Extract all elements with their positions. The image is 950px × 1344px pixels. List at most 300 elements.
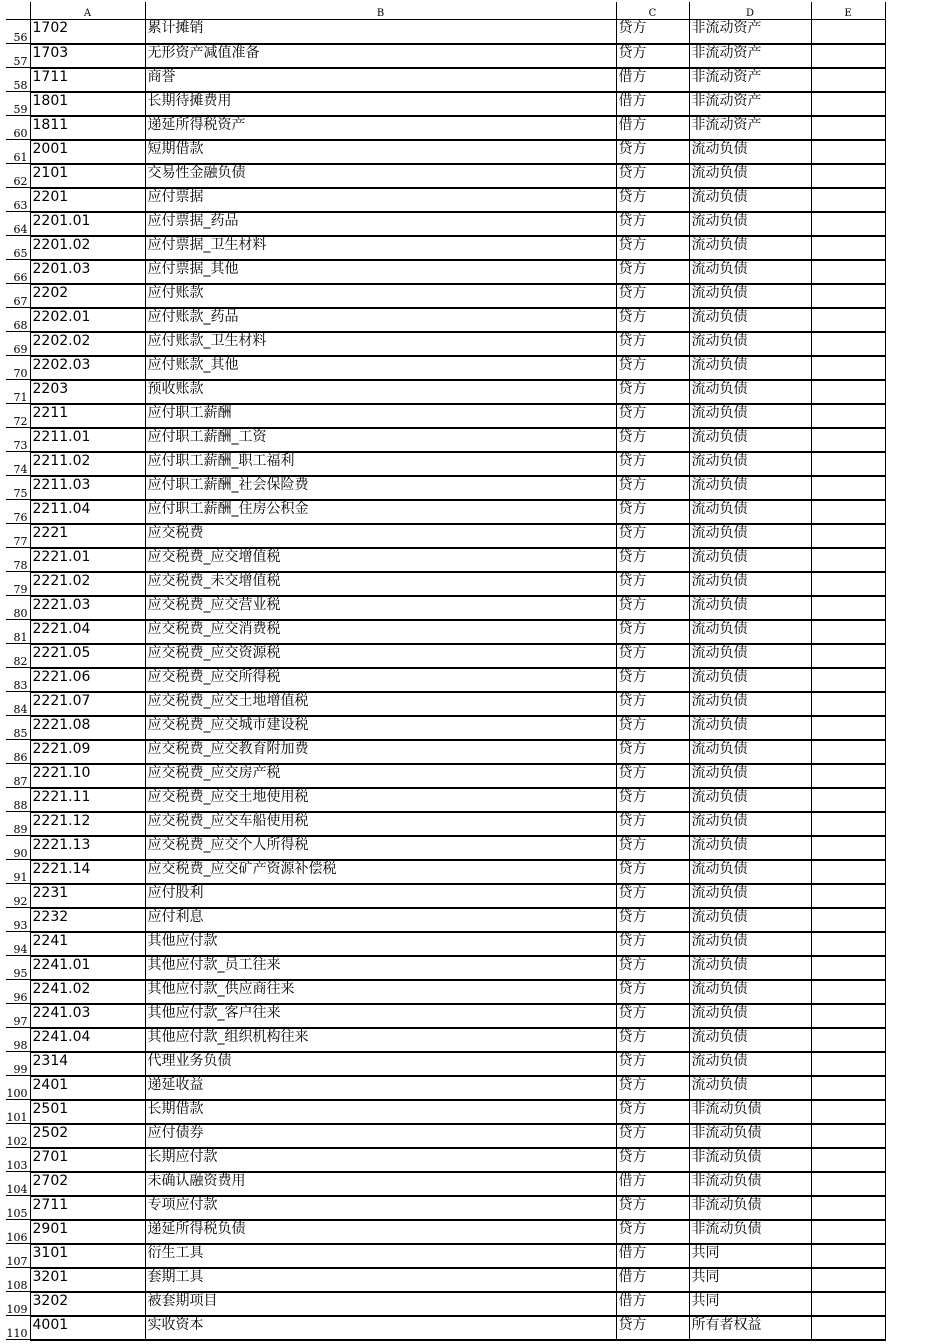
empty-cell[interactable] [811, 212, 885, 236]
account-category-cell[interactable]: 流动负债 [689, 524, 811, 548]
empty-cell[interactable] [811, 116, 885, 140]
balance-direction-cell[interactable]: 贷方 [616, 140, 689, 164]
empty-cell[interactable] [811, 932, 885, 956]
row-number[interactable]: 105 [6, 1196, 30, 1220]
balance-direction-cell[interactable]: 贷方 [616, 500, 689, 524]
row-number[interactable]: 107 [6, 1244, 30, 1268]
empty-cell[interactable] [811, 332, 885, 356]
account-category-cell[interactable]: 流动负债 [689, 452, 811, 476]
account-code-cell[interactable]: 1703 [30, 44, 145, 68]
row-number[interactable]: 88 [6, 788, 30, 812]
account-name-cell[interactable]: 应付职工薪酬 [145, 404, 616, 428]
account-name-cell[interactable]: 套期工具 [145, 1268, 616, 1292]
account-category-cell[interactable]: 流动负债 [689, 500, 811, 524]
column-header-e[interactable]: E [811, 2, 885, 20]
account-name-cell[interactable]: 应交税费_应交车船使用税 [145, 812, 616, 836]
empty-cell[interactable] [811, 740, 885, 764]
account-category-cell[interactable]: 流动负债 [689, 140, 811, 164]
account-name-cell[interactable]: 应付账款_卫生材料 [145, 332, 616, 356]
account-name-cell[interactable]: 其他应付款_组织机构往来 [145, 1028, 616, 1052]
account-name-cell[interactable]: 应交税费_应交房产税 [145, 764, 616, 788]
account-name-cell[interactable]: 应付票据_药品 [145, 212, 616, 236]
empty-cell[interactable] [811, 764, 885, 788]
balance-direction-cell[interactable]: 借方 [616, 1292, 689, 1316]
balance-direction-cell[interactable]: 贷方 [616, 428, 689, 452]
row-number[interactable]: 73 [6, 428, 30, 452]
row-number[interactable]: 83 [6, 668, 30, 692]
empty-cell[interactable] [811, 1052, 885, 1076]
row-number[interactable]: 99 [6, 1052, 30, 1076]
row-number[interactable]: 86 [6, 740, 30, 764]
account-code-cell[interactable]: 2221.05 [30, 644, 145, 668]
account-category-cell[interactable]: 流动负债 [689, 572, 811, 596]
empty-cell[interactable] [811, 596, 885, 620]
account-code-cell[interactable]: 2241.03 [30, 1004, 145, 1028]
balance-direction-cell[interactable]: 贷方 [616, 1220, 689, 1244]
account-code-cell[interactable]: 2701 [30, 1148, 145, 1172]
balance-direction-cell[interactable]: 贷方 [616, 1076, 689, 1100]
empty-cell[interactable] [811, 188, 885, 212]
row-number[interactable]: 103 [6, 1148, 30, 1172]
account-category-cell[interactable]: 流动负债 [689, 356, 811, 380]
account-code-cell[interactable]: 2201.01 [30, 212, 145, 236]
account-code-cell[interactable]: 2221.02 [30, 572, 145, 596]
account-code-cell[interactable]: 3202 [30, 1292, 145, 1316]
empty-cell[interactable] [811, 836, 885, 860]
empty-cell[interactable] [811, 1292, 885, 1316]
account-code-cell[interactable]: 1801 [30, 92, 145, 116]
account-code-cell[interactable]: 2211.01 [30, 428, 145, 452]
account-name-cell[interactable]: 未确认融资费用 [145, 1172, 616, 1196]
row-number[interactable]: 66 [6, 260, 30, 284]
row-number[interactable]: 79 [6, 572, 30, 596]
account-name-cell[interactable]: 应交税费_应交增值税 [145, 548, 616, 572]
row-number[interactable]: 80 [6, 596, 30, 620]
empty-cell[interactable] [811, 92, 885, 116]
account-category-cell[interactable]: 流动负债 [689, 956, 811, 980]
row-number[interactable]: 109 [6, 1292, 30, 1316]
account-name-cell[interactable]: 应付股利 [145, 884, 616, 908]
account-category-cell[interactable]: 流动负债 [689, 1052, 811, 1076]
account-name-cell[interactable]: 应交税费_未交增值税 [145, 572, 616, 596]
account-code-cell[interactable]: 2231 [30, 884, 145, 908]
row-number[interactable]: 81 [6, 620, 30, 644]
balance-direction-cell[interactable]: 借方 [616, 92, 689, 116]
account-name-cell[interactable]: 交易性金融负债 [145, 164, 616, 188]
account-category-cell[interactable]: 共同 [689, 1292, 811, 1316]
row-number[interactable]: 92 [6, 884, 30, 908]
account-code-cell[interactable]: 2711 [30, 1196, 145, 1220]
account-name-cell[interactable]: 衍生工具 [145, 1244, 616, 1268]
account-category-cell[interactable]: 流动负债 [689, 836, 811, 860]
account-category-cell[interactable]: 非流动资产 [689, 68, 811, 92]
empty-cell[interactable] [811, 1028, 885, 1052]
balance-direction-cell[interactable]: 贷方 [616, 308, 689, 332]
row-number[interactable]: 98 [6, 1028, 30, 1052]
row-number[interactable]: 60 [6, 116, 30, 140]
account-category-cell[interactable]: 非流动负债 [689, 1196, 811, 1220]
row-number[interactable]: 74 [6, 452, 30, 476]
row-number[interactable]: 71 [6, 380, 30, 404]
row-number[interactable]: 75 [6, 476, 30, 500]
account-name-cell[interactable]: 累计摊销 [145, 20, 616, 44]
balance-direction-cell[interactable]: 贷方 [616, 740, 689, 764]
empty-cell[interactable] [811, 1268, 885, 1292]
account-name-cell[interactable]: 应交税费_应交教育附加费 [145, 740, 616, 764]
account-category-cell[interactable]: 所有者权益 [689, 1316, 811, 1340]
account-name-cell[interactable]: 应付账款_药品 [145, 308, 616, 332]
empty-cell[interactable] [811, 956, 885, 980]
row-number[interactable]: 59 [6, 92, 30, 116]
balance-direction-cell[interactable]: 贷方 [616, 812, 689, 836]
account-category-cell[interactable]: 流动负债 [689, 404, 811, 428]
account-name-cell[interactable]: 应付职工薪酬_社会保险费 [145, 476, 616, 500]
row-number[interactable]: 101 [6, 1100, 30, 1124]
balance-direction-cell[interactable]: 贷方 [616, 1148, 689, 1172]
account-code-cell[interactable]: 2101 [30, 164, 145, 188]
balance-direction-cell[interactable]: 贷方 [616, 332, 689, 356]
balance-direction-cell[interactable]: 贷方 [616, 476, 689, 500]
account-code-cell[interactable]: 2201.03 [30, 260, 145, 284]
empty-cell[interactable] [811, 500, 885, 524]
empty-cell[interactable] [811, 452, 885, 476]
account-category-cell[interactable]: 共同 [689, 1244, 811, 1268]
account-code-cell[interactable]: 2201.02 [30, 236, 145, 260]
balance-direction-cell[interactable]: 贷方 [616, 884, 689, 908]
balance-direction-cell[interactable]: 贷方 [616, 716, 689, 740]
balance-direction-cell[interactable]: 贷方 [616, 932, 689, 956]
account-category-cell[interactable]: 流动负债 [689, 428, 811, 452]
account-name-cell[interactable]: 递延所得税负债 [145, 1220, 616, 1244]
account-code-cell[interactable]: 2241.02 [30, 980, 145, 1004]
empty-cell[interactable] [811, 308, 885, 332]
balance-direction-cell[interactable]: 贷方 [616, 692, 689, 716]
balance-direction-cell[interactable]: 贷方 [616, 620, 689, 644]
empty-cell[interactable] [811, 788, 885, 812]
account-code-cell[interactable]: 2221.11 [30, 788, 145, 812]
empty-cell[interactable] [811, 1076, 885, 1100]
account-name-cell[interactable]: 应付职工薪酬_工资 [145, 428, 616, 452]
balance-direction-cell[interactable]: 贷方 [616, 764, 689, 788]
account-category-cell[interactable]: 流动负债 [689, 860, 811, 884]
account-code-cell[interactable]: 2221.06 [30, 668, 145, 692]
empty-cell[interactable] [811, 356, 885, 380]
row-number[interactable]: 82 [6, 644, 30, 668]
account-category-cell[interactable]: 流动负债 [689, 908, 811, 932]
account-code-cell[interactable]: 2241.04 [30, 1028, 145, 1052]
empty-cell[interactable] [811, 1004, 885, 1028]
account-name-cell[interactable]: 递延所得税资产 [145, 116, 616, 140]
row-number[interactable]: 89 [6, 812, 30, 836]
empty-cell[interactable] [811, 1100, 885, 1124]
account-category-cell[interactable]: 非流动负债 [689, 1172, 811, 1196]
row-number[interactable]: 77 [6, 524, 30, 548]
balance-direction-cell[interactable]: 借方 [616, 1244, 689, 1268]
empty-cell[interactable] [811, 692, 885, 716]
balance-direction-cell[interactable]: 贷方 [616, 452, 689, 476]
account-code-cell[interactable]: 2211 [30, 404, 145, 428]
account-name-cell[interactable]: 应交税费_应交所得税 [145, 668, 616, 692]
account-category-cell[interactable]: 流动负债 [689, 236, 811, 260]
account-category-cell[interactable]: 非流动资产 [689, 44, 811, 68]
empty-cell[interactable] [811, 164, 885, 188]
account-name-cell[interactable]: 代理业务负债 [145, 1052, 616, 1076]
account-category-cell[interactable]: 流动负债 [689, 644, 811, 668]
account-category-cell[interactable]: 流动负债 [689, 308, 811, 332]
account-category-cell[interactable]: 流动负债 [689, 188, 811, 212]
account-category-cell[interactable]: 流动负债 [689, 380, 811, 404]
empty-cell[interactable] [811, 236, 885, 260]
account-category-cell[interactable]: 流动负债 [689, 884, 811, 908]
balance-direction-cell[interactable]: 贷方 [616, 596, 689, 620]
account-category-cell[interactable]: 流动负债 [689, 692, 811, 716]
row-number[interactable]: 61 [6, 140, 30, 164]
balance-direction-cell[interactable]: 借方 [616, 1268, 689, 1292]
row-number[interactable]: 70 [6, 356, 30, 380]
account-name-cell[interactable]: 应交税费_应交消费税 [145, 620, 616, 644]
account-name-cell[interactable]: 递延收益 [145, 1076, 616, 1100]
account-category-cell[interactable]: 非流动负债 [689, 1220, 811, 1244]
empty-cell[interactable] [811, 980, 885, 1004]
account-name-cell[interactable]: 其他应付款_供应商往来 [145, 980, 616, 1004]
account-name-cell[interactable]: 应交税费_应交土地使用税 [145, 788, 616, 812]
account-name-cell[interactable]: 短期借款 [145, 140, 616, 164]
balance-direction-cell[interactable]: 借方 [616, 1172, 689, 1196]
account-category-cell[interactable]: 流动负债 [689, 788, 811, 812]
balance-direction-cell[interactable]: 贷方 [616, 356, 689, 380]
empty-cell[interactable] [811, 572, 885, 596]
empty-cell[interactable] [811, 404, 885, 428]
account-code-cell[interactable]: 2202.03 [30, 356, 145, 380]
row-number[interactable]: 58 [6, 68, 30, 92]
balance-direction-cell[interactable]: 贷方 [616, 164, 689, 188]
account-code-cell[interactable]: 1702 [30, 20, 145, 44]
empty-cell[interactable] [811, 1244, 885, 1268]
balance-direction-cell[interactable]: 贷方 [616, 668, 689, 692]
account-name-cell[interactable]: 应付票据_其他 [145, 260, 616, 284]
account-name-cell[interactable]: 长期待摊费用 [145, 92, 616, 116]
account-code-cell[interactable]: 2241 [30, 932, 145, 956]
account-name-cell[interactable]: 应付债券 [145, 1124, 616, 1148]
account-code-cell[interactable]: 2221.04 [30, 620, 145, 644]
row-number[interactable]: 65 [6, 236, 30, 260]
account-category-cell[interactable]: 流动负债 [689, 164, 811, 188]
balance-direction-cell[interactable]: 贷方 [616, 788, 689, 812]
account-name-cell[interactable]: 应交税费_应交城市建设税 [145, 716, 616, 740]
row-number[interactable]: 93 [6, 908, 30, 932]
row-number[interactable]: 106 [6, 1220, 30, 1244]
balance-direction-cell[interactable]: 贷方 [616, 1100, 689, 1124]
account-category-cell[interactable]: 流动负债 [689, 980, 811, 1004]
balance-direction-cell[interactable]: 贷方 [616, 956, 689, 980]
empty-cell[interactable] [811, 884, 885, 908]
account-name-cell[interactable]: 长期应付款 [145, 1148, 616, 1172]
empty-cell[interactable] [811, 644, 885, 668]
account-code-cell[interactable]: 2502 [30, 1124, 145, 1148]
account-code-cell[interactable]: 2211.04 [30, 500, 145, 524]
row-number[interactable]: 84 [6, 692, 30, 716]
account-category-cell[interactable]: 流动负债 [689, 212, 811, 236]
empty-cell[interactable] [811, 284, 885, 308]
column-header-d[interactable]: D [689, 2, 811, 20]
balance-direction-cell[interactable]: 贷方 [616, 1052, 689, 1076]
account-code-cell[interactable]: 2202.02 [30, 332, 145, 356]
account-code-cell[interactable]: 2221 [30, 524, 145, 548]
row-number[interactable]: 94 [6, 932, 30, 956]
balance-direction-cell[interactable]: 贷方 [616, 1196, 689, 1220]
empty-cell[interactable] [811, 140, 885, 164]
account-code-cell[interactable]: 4001 [30, 1316, 145, 1340]
empty-cell[interactable] [811, 260, 885, 284]
account-code-cell[interactable]: 2201 [30, 188, 145, 212]
account-name-cell[interactable]: 无形资产减值准备 [145, 44, 616, 68]
balance-direction-cell[interactable]: 贷方 [616, 644, 689, 668]
account-name-cell[interactable]: 应交税费_应交土地增值税 [145, 692, 616, 716]
balance-direction-cell[interactable]: 贷方 [616, 1028, 689, 1052]
account-category-cell[interactable]: 流动负债 [689, 1076, 811, 1100]
account-code-cell[interactable]: 2232 [30, 908, 145, 932]
account-code-cell[interactable]: 2221.13 [30, 836, 145, 860]
row-number[interactable]: 104 [6, 1172, 30, 1196]
empty-cell[interactable] [811, 620, 885, 644]
row-number[interactable]: 69 [6, 332, 30, 356]
balance-direction-cell[interactable]: 贷方 [616, 236, 689, 260]
account-code-cell[interactable]: 1711 [30, 68, 145, 92]
column-header-b[interactable]: B [145, 2, 616, 20]
balance-direction-cell[interactable]: 贷方 [616, 1316, 689, 1340]
account-name-cell[interactable]: 应交税费_应交资源税 [145, 644, 616, 668]
balance-direction-cell[interactable]: 贷方 [616, 836, 689, 860]
account-category-cell[interactable]: 流动负债 [689, 1028, 811, 1052]
account-code-cell[interactable]: 1811 [30, 116, 145, 140]
account-name-cell[interactable]: 应付账款 [145, 284, 616, 308]
account-category-cell[interactable]: 非流动资产 [689, 20, 811, 44]
row-number[interactable]: 62 [6, 164, 30, 188]
account-name-cell[interactable]: 预收账款 [145, 380, 616, 404]
account-name-cell[interactable]: 其他应付款_员工往来 [145, 956, 616, 980]
account-code-cell[interactable]: 2001 [30, 140, 145, 164]
account-name-cell[interactable]: 应付票据_卫生材料 [145, 236, 616, 260]
empty-cell[interactable] [811, 860, 885, 884]
row-number[interactable]: 95 [6, 956, 30, 980]
account-code-cell[interactable]: 2221.10 [30, 764, 145, 788]
balance-direction-cell[interactable]: 贷方 [616, 860, 689, 884]
account-code-cell[interactable]: 2221.12 [30, 812, 145, 836]
account-code-cell[interactable]: 2211.02 [30, 452, 145, 476]
row-number[interactable]: 96 [6, 980, 30, 1004]
account-code-cell[interactable]: 3101 [30, 1244, 145, 1268]
account-code-cell[interactable]: 2702 [30, 1172, 145, 1196]
empty-cell[interactable] [811, 1196, 885, 1220]
empty-cell[interactable] [811, 476, 885, 500]
account-name-cell[interactable]: 应付职工薪酬_住房公积金 [145, 500, 616, 524]
balance-direction-cell[interactable]: 贷方 [616, 1124, 689, 1148]
account-name-cell[interactable]: 应付利息 [145, 908, 616, 932]
balance-direction-cell[interactable]: 借方 [616, 68, 689, 92]
account-code-cell[interactable]: 2221.01 [30, 548, 145, 572]
empty-cell[interactable] [811, 716, 885, 740]
empty-cell[interactable] [811, 812, 885, 836]
balance-direction-cell[interactable]: 借方 [616, 116, 689, 140]
balance-direction-cell[interactable]: 贷方 [616, 548, 689, 572]
account-category-cell[interactable]: 流动负债 [689, 740, 811, 764]
account-category-cell[interactable]: 非流动负债 [689, 1100, 811, 1124]
empty-cell[interactable] [811, 20, 885, 44]
balance-direction-cell[interactable]: 贷方 [616, 284, 689, 308]
row-number[interactable]: 56 [6, 20, 30, 44]
account-name-cell[interactable]: 被套期项目 [145, 1292, 616, 1316]
account-category-cell[interactable]: 流动负债 [689, 620, 811, 644]
empty-cell[interactable] [811, 908, 885, 932]
row-number[interactable]: 100 [6, 1076, 30, 1100]
account-category-cell[interactable]: 流动负债 [689, 1004, 811, 1028]
balance-direction-cell[interactable]: 贷方 [616, 908, 689, 932]
account-category-cell[interactable]: 流动负债 [689, 668, 811, 692]
account-name-cell[interactable]: 实收资本 [145, 1316, 616, 1340]
balance-direction-cell[interactable]: 贷方 [616, 44, 689, 68]
balance-direction-cell[interactable]: 贷方 [616, 380, 689, 404]
row-number[interactable]: 97 [6, 1004, 30, 1028]
row-number[interactable]: 87 [6, 764, 30, 788]
account-category-cell[interactable]: 流动负债 [689, 548, 811, 572]
empty-cell[interactable] [811, 668, 885, 692]
row-number[interactable]: 91 [6, 860, 30, 884]
account-name-cell[interactable]: 应交税费_应交个人所得税 [145, 836, 616, 860]
account-code-cell[interactable]: 2202.01 [30, 308, 145, 332]
balance-direction-cell[interactable]: 贷方 [616, 980, 689, 1004]
account-category-cell[interactable]: 流动负债 [689, 812, 811, 836]
account-code-cell[interactable]: 2221.09 [30, 740, 145, 764]
account-category-cell[interactable]: 非流动资产 [689, 92, 811, 116]
account-code-cell[interactable]: 2221.07 [30, 692, 145, 716]
empty-cell[interactable] [811, 1220, 885, 1244]
account-code-cell[interactable]: 2221.14 [30, 860, 145, 884]
row-number[interactable]: 78 [6, 548, 30, 572]
row-number[interactable]: 68 [6, 308, 30, 332]
balance-direction-cell[interactable]: 贷方 [616, 260, 689, 284]
row-number[interactable]: 67 [6, 284, 30, 308]
empty-cell[interactable] [811, 428, 885, 452]
account-category-cell[interactable]: 非流动负债 [689, 1124, 811, 1148]
account-name-cell[interactable]: 应交税费_应交矿产资源补偿税 [145, 860, 616, 884]
account-category-cell[interactable]: 流动负债 [689, 596, 811, 620]
account-code-cell[interactable]: 2202 [30, 284, 145, 308]
account-code-cell[interactable]: 2314 [30, 1052, 145, 1076]
account-category-cell[interactable]: 流动负债 [689, 764, 811, 788]
row-number[interactable]: 63 [6, 188, 30, 212]
account-category-cell[interactable]: 非流动资产 [689, 116, 811, 140]
balance-direction-cell[interactable]: 贷方 [616, 188, 689, 212]
balance-direction-cell[interactable]: 贷方 [616, 524, 689, 548]
account-name-cell[interactable]: 其他应付款_客户往来 [145, 1004, 616, 1028]
account-category-cell[interactable]: 流动负债 [689, 260, 811, 284]
account-name-cell[interactable]: 应交税费_应交营业税 [145, 596, 616, 620]
empty-cell[interactable] [811, 524, 885, 548]
account-name-cell[interactable]: 应付账款_其他 [145, 356, 616, 380]
account-name-cell[interactable]: 应付票据 [145, 188, 616, 212]
empty-cell[interactable] [811, 548, 885, 572]
account-category-cell[interactable]: 流动负债 [689, 476, 811, 500]
account-name-cell[interactable]: 其他应付款 [145, 932, 616, 956]
account-code-cell[interactable]: 3201 [30, 1268, 145, 1292]
row-number[interactable]: 110 [6, 1316, 30, 1340]
account-code-cell[interactable]: 2221.03 [30, 596, 145, 620]
row-number[interactable]: 64 [6, 212, 30, 236]
empty-cell[interactable] [811, 1316, 885, 1340]
empty-cell[interactable] [811, 1124, 885, 1148]
empty-cell[interactable] [811, 68, 885, 92]
account-category-cell[interactable]: 共同 [689, 1268, 811, 1292]
